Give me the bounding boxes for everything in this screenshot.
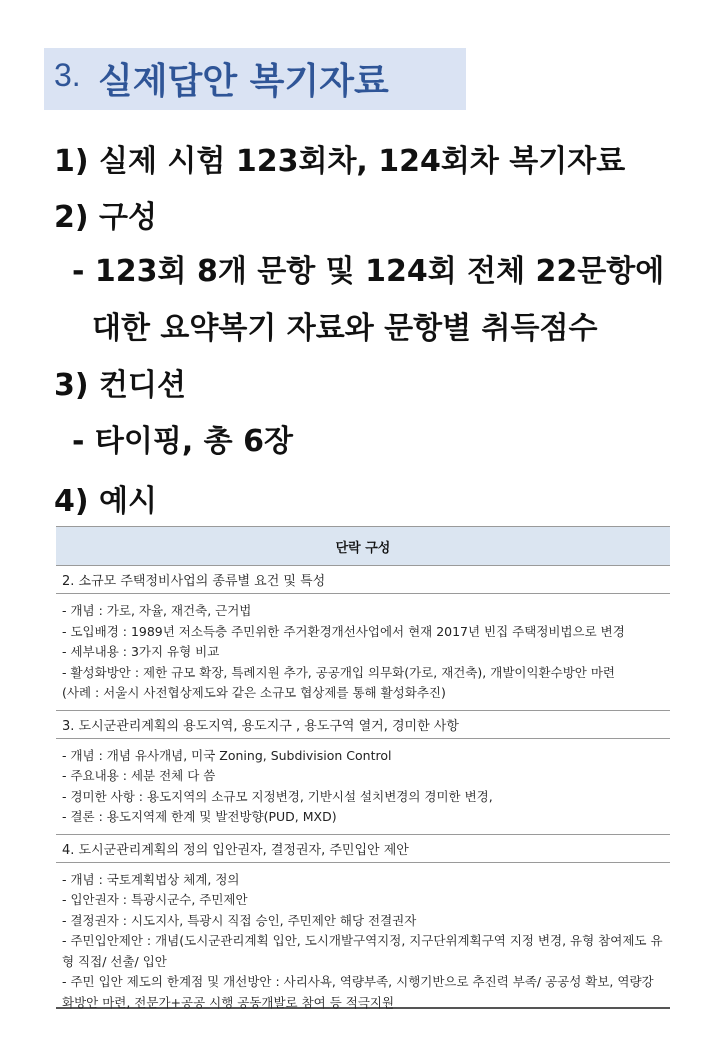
item-3: 3) 컨디션 <box>54 368 186 403</box>
section-body <box>56 594 670 710</box>
list-item: - 주요내용 : 세분 전체 다 씀 <box>62 768 216 783</box>
list-item: - 결정권자 : 시도지사, 특광시 직접 승인, 주민제안 해당 전결권자 <box>62 912 417 928</box>
list-item: - 경미한 사항 : 용도지역의 소규모 지정변경, 기반시설 설치변경의 경미한 변경, <box>62 788 493 804</box>
item-2-detail-1: - 123회 8개 문항 및 124회 전체 22문항에 <box>72 254 665 289</box>
list-item: - 입안권자 : 특광시군수, 주민제안 <box>62 892 248 907</box>
section-heading: 4. 도시군관리계획의 정의 입안권자, 결정권자, 주민입안 제안 <box>56 834 670 863</box>
section-title: 실제답안 복기자료 <box>98 61 389 102</box>
section-heading: 3. 도시군관리계획의 용도지역, 용도지구 , 용도구역 열거, 경미한 사항 <box>56 710 670 739</box>
item-4: 4) 예시 <box>54 484 157 519</box>
table-header: 단락 구성 <box>56 527 670 566</box>
list-item: - 개념 : 가로, 자율, 재건축, 근거법 <box>62 603 252 618</box>
list-item: - 개념 : 국토계획법상 체계, 정의 <box>62 871 240 887</box>
section-body <box>56 863 670 1020</box>
section-number: 3. <box>54 57 81 93</box>
section-heading: 2. 소규모 주택정비사업의 종류별 요건 및 특성 <box>56 566 670 594</box>
section-body <box>56 739 670 834</box>
list-item: - 주민입안제안 : 개념(도시군관리계획 입안, 도시개발구역지정, 지구단위계획구역 지정 변경, 유형 참여제도 유형 직접/ 선출/ 입안 <box>62 933 663 969</box>
list-item: (사례 : 서울시 사전협상제도와 같은 소규모 협상제를 통해 활성화추진) <box>62 685 446 700</box>
list-item: - 도입배경 : 1989년 저소득층 주민위한 주거환경개선사업에서 현재 2017년 빈집 주택정비법으로 변경 <box>62 623 625 639</box>
list-item: - 세부내용 : 3가지 유형 비교 <box>62 644 220 659</box>
list-item: - 활성화방안 : 제한 규모 확장, 특례지원 추가, 공공개입 의무화(가로, 재건축), 개발이익환수방안 마련 <box>62 664 615 680</box>
section-title-box <box>44 48 466 110</box>
item-2-detail-2: 대한 요약복기 자료와 문항별 취득점수 <box>92 311 598 346</box>
list-item: - 주민 입안 제도의 한계점 및 개선방안 : 사리사욕, 역량부족, 시행기반으로 추진력 부족/ 공공성 확보, 역량강화방안 마련, 전문가+공공 시행 공동개발로 참여 등 적극지원 <box>62 974 654 1010</box>
item-2: 2) 구성 <box>54 200 157 235</box>
list-item: - 개념 : 개념 유사개념, 미국 Zoning, Subdivision Control <box>62 747 392 763</box>
item-1: 1) 실제 시험 123회차, 124회차 복기자료 <box>54 144 626 179</box>
list-item: - 결론 : 용도지역제 한계 및 발전방향(PUD, MXD) <box>62 809 337 824</box>
item-3-detail: - 타이핑, 총 6장 <box>72 424 293 459</box>
example-table <box>56 526 670 1009</box>
